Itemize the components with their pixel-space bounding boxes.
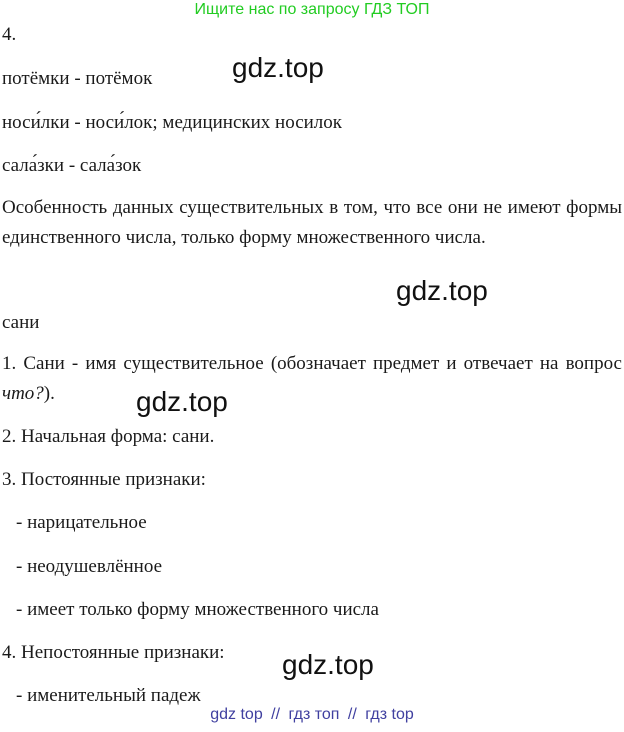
variable-feature-1: - именительный падеж (16, 685, 201, 706)
watermark-4: gdz.top (282, 649, 374, 680)
constant-feature-2: - неодушевлённое (16, 556, 162, 577)
watermark-1: gdz.top (232, 52, 324, 83)
footer-separator-2: // (347, 706, 357, 723)
word-pair-2: носи́лки - носи́лок; медицинских носилок (2, 112, 343, 133)
top-banner: Ищите нас по запросу ГДЗ ТОП (194, 1, 430, 18)
analysis-question: что? (2, 383, 44, 404)
footer-links (0, 706, 624, 724)
footer-link-gdz-top-mixed[interactable]: гдз top (365, 706, 414, 723)
footer-link-gdz-top[interactable]: gdz top (210, 706, 263, 723)
constant-feature-3: - имеет только форму множественного числа (16, 599, 379, 620)
task-number: 4. (2, 24, 17, 45)
word-pair-1: потёмки - потёмок (2, 68, 153, 89)
analysis-point-1-end: ). (43, 383, 55, 404)
analysis-point-1-text: 1. Сани - имя существительное (обозначает предмет и отвечает на вопрос (2, 353, 622, 374)
analysis-point-2: 2. Начальная форма: сани. (2, 426, 215, 447)
analysis-point-4: 4. Непостоянные признаки: (2, 642, 225, 663)
footer-separator-1: // (271, 706, 281, 723)
footer-link-gdz-top-ru[interactable]: гдз топ (288, 706, 340, 723)
analysis-point-1 (2, 349, 622, 409)
analysed-word: сани (2, 312, 40, 333)
watermark-2: gdz.top (396, 275, 488, 306)
analysis-point-3: 3. Постоянные признаки: (2, 469, 206, 490)
feature-paragraph: Особенность данных существительных в том, что все они не имеют формы единственного числа, только форму множественного числа. (2, 197, 622, 248)
word-pair-3: сала́зки - сала́зок (2, 155, 142, 176)
constant-feature-1: - нарицательное (16, 512, 147, 533)
watermark-3: gdz.top (136, 386, 228, 417)
